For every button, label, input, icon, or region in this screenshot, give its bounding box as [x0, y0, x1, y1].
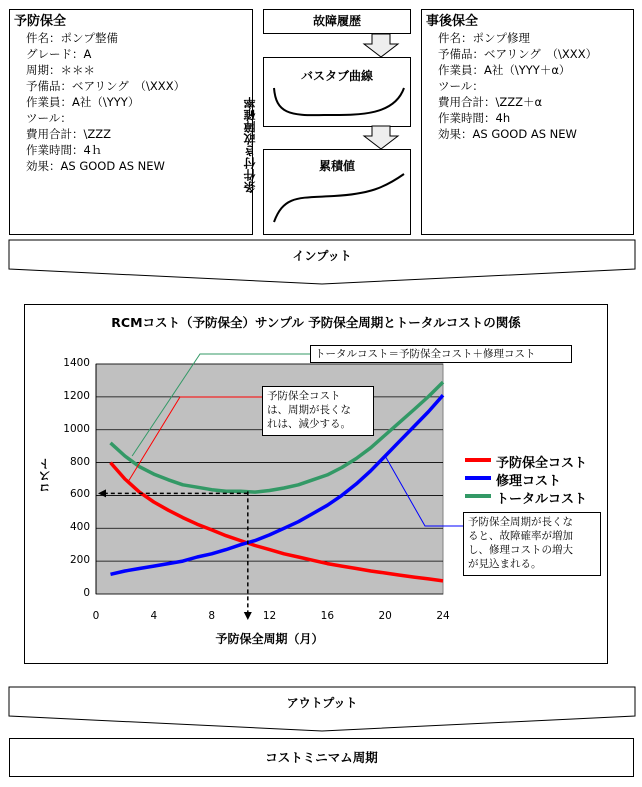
note-line: し、修理コストの増大: [468, 544, 573, 556]
output-label: アウトプット: [286, 696, 358, 710]
preventive-line: グレード：A: [26, 47, 92, 61]
result-label: コストミニマム周期: [265, 750, 378, 765]
y-tick-label: 1400: [63, 357, 90, 369]
preventive-title: 予防保全: [14, 14, 67, 29]
y-tick-label: 200: [69, 554, 90, 567]
legend-swatch: [465, 458, 491, 462]
y-tick-label: 800: [69, 455, 90, 468]
preventive-cost-note: [262, 386, 374, 436]
y-tick-label: 1000: [63, 422, 90, 435]
preventive-line: ツール：: [26, 111, 72, 125]
corrective-title: 事後保全: [426, 14, 479, 29]
note-line: が見込まれる。: [468, 558, 542, 570]
legend-swatch: [465, 494, 491, 498]
x-tick-label: 24: [436, 610, 450, 622]
preventive-line: 効果：AS GOOD AS NEW: [26, 159, 165, 173]
failure-history-title: 故障履歴: [312, 14, 361, 28]
y-axis-label: コスト: [38, 458, 52, 494]
x-tick-label: 12: [262, 610, 277, 622]
note-line: 予防保全コスト: [267, 390, 341, 402]
corrective-line: 効果：AS GOOD AS NEW: [438, 127, 577, 141]
x-tick-label: 4: [150, 610, 158, 622]
corrective-line: ツール：: [438, 79, 484, 93]
preventive-line: 費用合計：\ZZZ: [26, 127, 112, 141]
y-tick-label: 1200: [63, 389, 90, 402]
corrective-line: 予備品：ベアリング （\XXX）: [438, 47, 598, 61]
chart-title: RCMコスト（予防保全）サンプル 予防保全周期とトータルコストの関係: [111, 315, 521, 330]
legend-label: トータルコスト: [496, 492, 588, 507]
legend-label: 予防保全コスト: [496, 456, 588, 471]
preventive-line: 作業員：A社（\YYY）: [26, 95, 140, 109]
total-formula-callout: [310, 345, 572, 363]
corrective-line: 作業員：A社（\YYY＋α）: [438, 63, 571, 77]
corrective-line: 費用合計：\ZZZ＋α: [438, 95, 543, 109]
corrective-line: 作業時間：4h: [438, 111, 511, 125]
y-tick-label: 400: [69, 521, 90, 534]
preventive-line: 周期：＊＊＊: [26, 63, 95, 77]
preventive-line: 作業時間：4ｈ: [26, 143, 103, 157]
bathtub-curve-title: バスタブ曲線: [300, 69, 373, 83]
x-tick-label: 16: [320, 610, 335, 622]
y-tick-label: 600: [69, 488, 90, 501]
result-box: [9, 738, 634, 777]
x-tick-label: 20: [378, 610, 392, 622]
x-tick-label: 0: [92, 610, 100, 622]
corrective-line: 件名：ポンプ修理: [438, 31, 530, 45]
preventive-line: 件名：ポンプ整備: [26, 31, 118, 45]
x-axis-label: 予防保全周期（月）: [215, 632, 324, 646]
note-line: は、周期が長くな: [267, 404, 351, 416]
cumulative-title: 累積値: [318, 159, 355, 173]
repair-cost-note: [463, 512, 601, 576]
input-label: インプット: [292, 249, 352, 263]
conditional-failure-probability-label: 条件付き故障確率: [243, 97, 257, 193]
note-line: 予防保全周期が長くな: [468, 516, 573, 528]
x-tick-label: 8: [208, 610, 215, 622]
legend-label: 修理コスト: [496, 474, 562, 489]
min-vertical-arrowhead: [244, 612, 252, 620]
legend-swatch: [465, 476, 491, 480]
y-tick-label: 0: [83, 587, 90, 599]
total-formula-text: トータルコスト＝予防保全コスト＋修理コスト: [315, 348, 536, 360]
preventive-line: 予備品：ベアリング （\XXX）: [26, 79, 186, 93]
note-line: ると、故障確率が増加: [468, 530, 573, 542]
note-line: れは、減少する。: [267, 418, 351, 430]
